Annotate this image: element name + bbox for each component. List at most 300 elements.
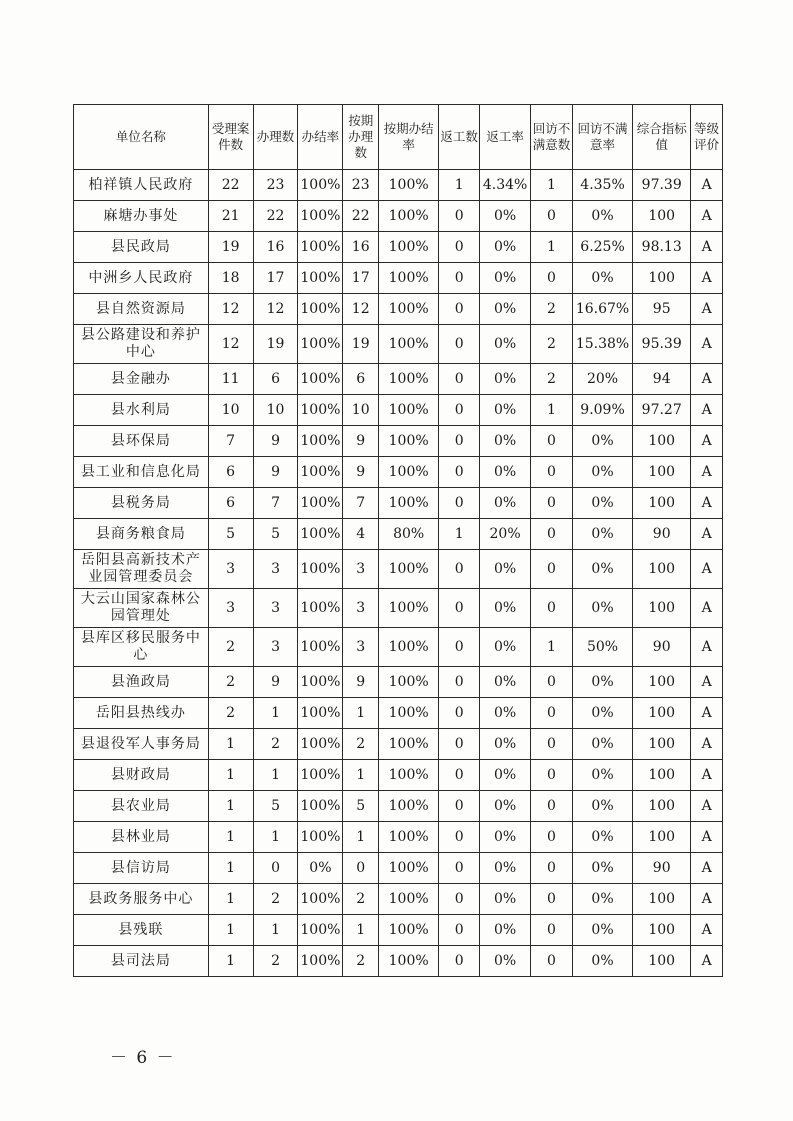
table-cell: 22 (343, 201, 379, 232)
table-cell: 23 (253, 170, 298, 201)
table-cell: 6 (208, 457, 253, 488)
table-cell: 0 (439, 853, 480, 884)
table-cell: 1 (439, 170, 480, 201)
table-cell: 1 (531, 232, 573, 263)
table-row (74, 364, 723, 395)
table-cell: 100% (298, 915, 343, 946)
table-cell: 3 (253, 589, 298, 628)
unit-name-cell: 县商务粮食局 (74, 519, 209, 550)
table-row (74, 791, 723, 822)
table-cell: 0 (439, 628, 480, 667)
table-cell: 100% (298, 698, 343, 729)
table-cell: 0 (439, 201, 480, 232)
table-cell: 23 (343, 170, 379, 201)
table-cell: 100% (379, 667, 439, 698)
table-row (74, 853, 723, 884)
table-cell: 0 (531, 201, 573, 232)
table-cell: 10 (208, 395, 253, 426)
table-cell: 0 (531, 519, 573, 550)
table-cell: 12 (208, 325, 253, 364)
table-cell: 0 (253, 853, 298, 884)
table-cell: 0% (572, 822, 632, 853)
unit-name-cell: 麻塘办事处 (74, 201, 209, 232)
table-cell: 100% (379, 853, 439, 884)
table-cell: 0% (572, 884, 632, 915)
table-cell: 22 (208, 170, 253, 201)
column-header: 按期办理数 (343, 105, 379, 170)
table-cell: 0% (480, 232, 531, 263)
table-cell: 2 (531, 364, 573, 395)
table-cell: A (691, 201, 723, 232)
table-cell: 100% (298, 589, 343, 628)
table-cell: A (691, 884, 723, 915)
table-cell: A (691, 915, 723, 946)
table-cell: 95.39 (633, 325, 691, 364)
table-row (74, 698, 723, 729)
table-cell: 3 (208, 589, 253, 628)
table-cell: 0% (572, 457, 632, 488)
table-row (74, 325, 723, 364)
table-cell: 1 (208, 946, 253, 977)
table-cell: 0 (531, 698, 573, 729)
table-cell: 100% (379, 698, 439, 729)
table-cell: 100% (298, 791, 343, 822)
table-cell: 90 (633, 853, 691, 884)
table-cell: 2 (343, 884, 379, 915)
table-cell: 6.25% (572, 232, 632, 263)
table-cell: 0% (572, 915, 632, 946)
table-cell: 0 (439, 822, 480, 853)
table-row (74, 395, 723, 426)
table-cell: 0% (572, 729, 632, 760)
table-cell: 0 (439, 729, 480, 760)
table-cell: 100 (633, 457, 691, 488)
table-cell: 0 (439, 364, 480, 395)
table-cell: 21 (208, 201, 253, 232)
unit-name-cell: 县环保局 (74, 426, 209, 457)
table-cell: A (691, 853, 723, 884)
table-cell: 0 (439, 791, 480, 822)
table-cell: 15.38% (572, 325, 632, 364)
column-header: 办结率 (298, 105, 343, 170)
table-cell: 100% (379, 232, 439, 263)
table-cell: 100% (379, 791, 439, 822)
table-cell: 4 (343, 519, 379, 550)
column-header: 单位名称 (74, 105, 209, 170)
table-cell: 19 (343, 325, 379, 364)
unit-name-cell: 县自然资源局 (74, 294, 209, 325)
table-cell: 5 (253, 791, 298, 822)
table-cell: 100% (298, 170, 343, 201)
table-cell: 0 (531, 263, 573, 294)
column-header: 受理案件数 (208, 105, 253, 170)
table-cell: 6 (253, 364, 298, 395)
table-cell: 100 (633, 263, 691, 294)
column-header: 返工数 (439, 105, 480, 170)
table-cell: 0% (480, 698, 531, 729)
table-cell: 0 (343, 853, 379, 884)
table-cell: 1 (208, 760, 253, 791)
table-cell: 0% (480, 729, 531, 760)
table-cell: 100% (379, 457, 439, 488)
table-cell: 100% (379, 628, 439, 667)
table-cell: 22 (253, 201, 298, 232)
unit-name-cell: 县退役军人事务局 (74, 729, 209, 760)
table-cell: 0% (572, 589, 632, 628)
table-cell: 0 (439, 232, 480, 263)
table-cell: 3 (253, 628, 298, 667)
table-cell: 9 (253, 426, 298, 457)
table-cell: 1 (208, 853, 253, 884)
table-cell: 0 (439, 395, 480, 426)
table-cell: 10 (343, 395, 379, 426)
table-cell: A (691, 729, 723, 760)
table-cell: 4.34% (480, 170, 531, 201)
table-cell: 97.39 (633, 170, 691, 201)
table-cell: 0% (480, 822, 531, 853)
evaluation-table (73, 104, 723, 977)
table-cell: 1 (343, 915, 379, 946)
table-cell: A (691, 170, 723, 201)
table-row (74, 426, 723, 457)
table-cell: 5 (343, 791, 379, 822)
table-cell: 0 (439, 263, 480, 294)
table-cell: A (691, 457, 723, 488)
table-cell: 0% (572, 853, 632, 884)
table-cell: 0 (439, 426, 480, 457)
table-cell: 0% (480, 884, 531, 915)
table-cell: 80% (379, 519, 439, 550)
table-cell: 1 (531, 395, 573, 426)
table-cell: 100 (633, 201, 691, 232)
table-cell: 19 (208, 232, 253, 263)
table-cell: 0 (439, 488, 480, 519)
table-cell: 0% (480, 488, 531, 519)
table-cell: 5 (253, 519, 298, 550)
table-cell: 2 (253, 946, 298, 977)
table-cell: 9.09% (572, 395, 632, 426)
table-cell: 0% (480, 364, 531, 395)
table-row (74, 822, 723, 853)
table-cell: 9 (343, 426, 379, 457)
table-cell: 100% (379, 201, 439, 232)
unit-name-cell: 中洲乡人民政府 (74, 263, 209, 294)
table-cell: 2 (343, 946, 379, 977)
table-cell: 16 (343, 232, 379, 263)
table-cell: 18 (208, 263, 253, 294)
table-cell: 100% (298, 294, 343, 325)
table-cell: A (691, 488, 723, 519)
table-cell: 100 (633, 946, 691, 977)
table-cell: 19 (253, 325, 298, 364)
table-cell: 100 (633, 884, 691, 915)
table-cell: 9 (253, 667, 298, 698)
table-cell: A (691, 232, 723, 263)
table-cell: 0% (572, 791, 632, 822)
table-cell: 1 (253, 822, 298, 853)
table-cell: 9 (343, 667, 379, 698)
table-cell: 7 (343, 488, 379, 519)
table-cell: 100% (379, 550, 439, 589)
table-cell: 3 (343, 589, 379, 628)
table-cell: A (691, 628, 723, 667)
table-cell: 100% (379, 760, 439, 791)
table-cell: 1 (531, 170, 573, 201)
table-cell: 0 (439, 884, 480, 915)
table-cell: 12 (343, 294, 379, 325)
table-cell: 100% (379, 589, 439, 628)
column-header: 等级评价 (691, 105, 723, 170)
table-cell: 2 (531, 325, 573, 364)
table-cell: A (691, 294, 723, 325)
table-cell: 100% (298, 488, 343, 519)
table-cell: 17 (343, 263, 379, 294)
table-cell: 90 (633, 519, 691, 550)
table-cell: 0% (572, 263, 632, 294)
table-cell: 100 (633, 729, 691, 760)
table-cell: 1 (531, 628, 573, 667)
table-cell: 100% (379, 364, 439, 395)
table-row (74, 729, 723, 760)
table-cell: 100 (633, 791, 691, 822)
table-cell: A (691, 263, 723, 294)
table-cell: 1 (208, 822, 253, 853)
table-cell: 50% (572, 628, 632, 667)
column-header: 返工率 (480, 105, 531, 170)
table-cell: 100% (298, 426, 343, 457)
table-cell: 0 (439, 294, 480, 325)
table-cell: A (691, 519, 723, 550)
table-cell: 0% (480, 791, 531, 822)
table-cell: A (691, 822, 723, 853)
table-cell: 1 (208, 791, 253, 822)
column-header: 按期办结率 (379, 105, 439, 170)
table-cell: 0% (572, 201, 632, 232)
table-cell: 6 (343, 364, 379, 395)
table-cell: 6 (208, 488, 253, 519)
table-row (74, 519, 723, 550)
table-cell: 12 (253, 294, 298, 325)
table-cell: 1 (343, 822, 379, 853)
table-cell: 0% (480, 263, 531, 294)
table-cell: 100 (633, 667, 691, 698)
table-cell: 0% (572, 667, 632, 698)
table-cell: 1 (439, 519, 480, 550)
table-cell: 100 (633, 488, 691, 519)
table-cell: 100% (379, 294, 439, 325)
table-cell: 0% (298, 853, 343, 884)
table-cell: 100% (298, 325, 343, 364)
table-cell: 3 (343, 550, 379, 589)
table-cell: 100 (633, 915, 691, 946)
table-cell: 0 (439, 325, 480, 364)
table-cell: 1 (343, 698, 379, 729)
table-cell: 0% (572, 519, 632, 550)
table-cell: 0 (439, 589, 480, 628)
table-cell: 2 (343, 729, 379, 760)
table-row (74, 457, 723, 488)
table-cell: 1 (253, 915, 298, 946)
table-cell: A (691, 589, 723, 628)
table-cell: 100% (298, 201, 343, 232)
table-cell: 0% (480, 853, 531, 884)
table-cell: 1 (208, 915, 253, 946)
table-cell: 3 (208, 550, 253, 589)
unit-name-cell: 县农业局 (74, 791, 209, 822)
table-cell: 100% (379, 822, 439, 853)
table-cell: 20% (572, 364, 632, 395)
table-row (74, 884, 723, 915)
table-cell: A (691, 698, 723, 729)
table-cell: 100% (379, 325, 439, 364)
table-row (74, 550, 723, 589)
table-cell: A (691, 395, 723, 426)
table-cell: 4.35% (572, 170, 632, 201)
unit-name-cell: 县残联 (74, 915, 209, 946)
unit-name-cell: 县税务局 (74, 488, 209, 519)
table-cell: 100 (633, 426, 691, 457)
table-cell: A (691, 760, 723, 791)
column-header: 回访不满意数 (531, 105, 573, 170)
table-cell: 1 (208, 729, 253, 760)
table-cell: 97.27 (633, 395, 691, 426)
table-cell: 20% (480, 519, 531, 550)
table-cell: 0 (531, 488, 573, 519)
table-cell: 0% (480, 589, 531, 628)
table-cell: 2 (253, 884, 298, 915)
table-cell: 0 (439, 550, 480, 589)
table-cell: 94 (633, 364, 691, 395)
table-cell: 0% (480, 325, 531, 364)
table-cell: 9 (253, 457, 298, 488)
table-cell: 100% (298, 884, 343, 915)
table-cell: 100% (379, 426, 439, 457)
table-cell: 100% (298, 232, 343, 263)
table-cell: 0 (531, 946, 573, 977)
table-row (74, 294, 723, 325)
table-cell: 100 (633, 550, 691, 589)
table-cell: 11 (208, 364, 253, 395)
column-header: 回访不满意率 (572, 105, 632, 170)
unit-name-cell: 县金融办 (74, 364, 209, 395)
table-cell: 100% (379, 884, 439, 915)
table-cell: 0% (572, 426, 632, 457)
table-cell: 100% (379, 170, 439, 201)
table-cell: 0 (531, 791, 573, 822)
unit-name-cell: 县民政局 (74, 232, 209, 263)
table-cell: 16.67% (572, 294, 632, 325)
unit-name-cell: 岳阳县热线办 (74, 698, 209, 729)
table-cell: A (691, 667, 723, 698)
table-cell: 0% (572, 550, 632, 589)
table-cell: 0 (531, 426, 573, 457)
table-cell: 0 (531, 822, 573, 853)
table-cell: 0 (439, 667, 480, 698)
table-cell: 0% (572, 698, 632, 729)
table-cell: 0% (480, 628, 531, 667)
table-cell: 0 (531, 884, 573, 915)
table-cell: 7 (253, 488, 298, 519)
table-cell: 0% (480, 395, 531, 426)
table-cell: 95 (633, 294, 691, 325)
table-cell: 100 (633, 822, 691, 853)
table-cell: 0 (531, 915, 573, 946)
table-cell: 7 (208, 426, 253, 457)
unit-name-cell: 岳阳县高新技术产业园管理委员会 (74, 550, 209, 589)
table-cell: 1 (253, 760, 298, 791)
table-row (74, 915, 723, 946)
table-cell: 0% (572, 488, 632, 519)
table-cell: 0% (480, 426, 531, 457)
table-cell: 100% (298, 364, 343, 395)
table-cell: 5 (208, 519, 253, 550)
table-cell: 90 (633, 628, 691, 667)
table-cell: 9 (343, 457, 379, 488)
table-cell: 0% (480, 457, 531, 488)
table-cell: 0% (480, 915, 531, 946)
table-cell: 100% (298, 822, 343, 853)
table-row (74, 589, 723, 628)
table-cell: 100 (633, 698, 691, 729)
table-cell: 100 (633, 589, 691, 628)
table-cell: 12 (208, 294, 253, 325)
table-cell: 2 (208, 628, 253, 667)
table-cell: 1 (208, 884, 253, 915)
table-cell: 0 (439, 915, 480, 946)
table-row (74, 946, 723, 977)
unit-name-cell: 县财政局 (74, 760, 209, 791)
unit-name-cell: 县工业和信息化局 (74, 457, 209, 488)
table-cell: 1 (253, 698, 298, 729)
table-cell: 10 (253, 395, 298, 426)
table-cell: 0% (572, 760, 632, 791)
table-cell: 17 (253, 263, 298, 294)
table-cell: 0 (439, 760, 480, 791)
table-cell: 16 (253, 232, 298, 263)
table-cell: 2 (208, 698, 253, 729)
unit-name-cell: 县信访局 (74, 853, 209, 884)
table-cell: 100% (379, 946, 439, 977)
table-cell: 0 (439, 946, 480, 977)
unit-name-cell: 县渔政局 (74, 667, 209, 698)
table-cell: A (691, 791, 723, 822)
table-cell: 100% (379, 488, 439, 519)
unit-name-cell: 柏祥镇人民政府 (74, 170, 209, 201)
unit-name-cell: 县水利局 (74, 395, 209, 426)
table-row (74, 488, 723, 519)
unit-name-cell: 县司法局 (74, 946, 209, 977)
table-cell: 100% (298, 550, 343, 589)
table-cell: 0% (480, 294, 531, 325)
table-cell: 98.13 (633, 232, 691, 263)
table-cell: 100% (298, 667, 343, 698)
unit-name-cell: 县公路建设和养护中心 (74, 325, 209, 364)
table-row (74, 201, 723, 232)
table-cell: A (691, 325, 723, 364)
table-row (74, 170, 723, 201)
table-cell: 100% (379, 915, 439, 946)
table-cell: 2 (253, 729, 298, 760)
table-row (74, 232, 723, 263)
table-cell: 3 (253, 550, 298, 589)
table-body (74, 170, 723, 977)
table-row (74, 667, 723, 698)
table-cell: 100% (298, 946, 343, 977)
table-cell: 100% (379, 263, 439, 294)
table-cell: 0% (480, 550, 531, 589)
table-cell: 2 (208, 667, 253, 698)
page-number: － 6 － (110, 1048, 176, 1068)
